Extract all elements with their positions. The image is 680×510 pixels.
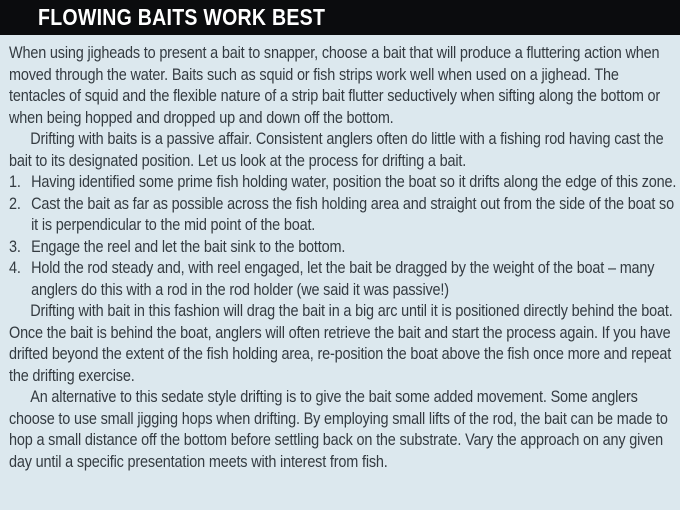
paragraph: When using jigheads to present a bait to snapper, choose a bait that will produce a fluttering action when moved through the water. Baits such as squid or fish strips work well when used on a jighead. The tentacles of squid and the flexible nature of a strip bait flutter seductively when sifting along the bottom or when being hopped and dropped up and down off the bottom.	[9, 43, 661, 127]
list-item-number: 1.	[9, 172, 21, 191]
list-item-text: Having identified some prime fish holding water, position the boat so it drifts along the edge of this zone.	[31, 172, 677, 191]
list-item	[9, 193, 676, 236]
list-item-number: 4.	[9, 258, 21, 277]
list-item-text: Hold the rod steady and, with reel engaged, let the bait be dragged by the weight of the boat – many anglers do this with a rod in the rod holder (we said it was passive!)	[31, 258, 655, 299]
list-item	[9, 257, 676, 300]
paragraph: An alternative to this sedate style drifting is to give the bait some added movement. Some anglers choose to use small jigging hops when drifting. By employing small lifts of the rod, the bait can be made to hop a small distance off the bottom before settling back on the substrate. Vary the approach on any given day until a specific presentation meets with interest from fish.	[9, 387, 668, 471]
list-item	[9, 171, 676, 193]
paragraph: Drifting with baits is a passive affair. Consistent anglers often do little with a fishing rod having cast the bait to its designated position. Let us look at the process for drifting a bait.	[9, 129, 664, 170]
article-body	[0, 35, 680, 472]
paragraph: Drifting with bait in this fashion will drag the bait in a big arc until it is positioned directly behind the boat. Once the bait is behind the boat, anglers will often retrieve the bait and start the process again. If you have drifted beyond the extent of the fish holding area, re-position the boat above the fish once more and repeat the drifting exercise.	[9, 301, 673, 385]
info-box-title: FLOWING BAITS WORK BEST	[38, 4, 326, 30]
list-item-number: 2.	[9, 193, 21, 213]
list-item	[9, 236, 676, 258]
list-item-text: Engage the reel and let the bait sink to the bottom.	[31, 236, 346, 256]
info-box-header	[0, 0, 680, 35]
list-item-text: Cast the bait as far as possible across the fish holding area and straight out from the side of the boat so it is perpendicular to the mid point of the boat.	[31, 193, 674, 234]
list-item-number: 3.	[9, 236, 21, 256]
article-content	[9, 42, 676, 472]
